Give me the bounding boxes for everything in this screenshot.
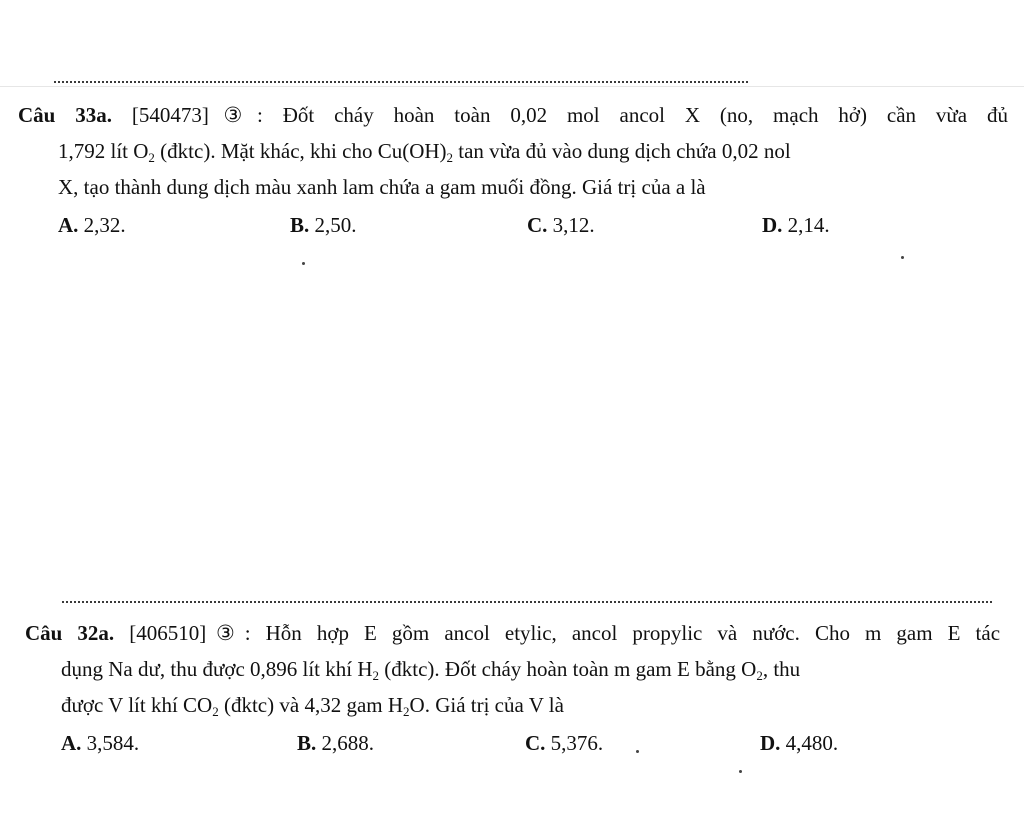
option-value: 2,688. xyxy=(316,731,375,755)
text-segment: O. Giá trị của V là xyxy=(409,693,564,717)
scan-speck xyxy=(901,256,904,259)
option-value: 2,50. xyxy=(309,213,357,237)
question-33a xyxy=(18,97,1008,243)
subscript: 2 xyxy=(446,150,454,165)
option-value: 5,376. xyxy=(545,731,604,755)
question-number: Câu 32a. xyxy=(25,621,115,645)
question-text-line-3: X, tạo thành dung dịch màu xanh lam chứa a gam muối đồng. Giá trị của a là xyxy=(58,175,706,199)
scan-speck xyxy=(302,262,305,265)
text-segment: được V lít khí CO xyxy=(61,693,213,717)
subscript: 2 xyxy=(372,668,380,683)
question-32a xyxy=(25,615,1000,761)
option-letter: A. xyxy=(58,213,79,237)
question-number: Câu 33a. xyxy=(18,103,112,127)
question-code: [540473]③: xyxy=(131,103,263,127)
option-d[interactable] xyxy=(760,725,838,761)
answer-options xyxy=(25,725,1000,761)
option-letter: C. xyxy=(527,213,548,237)
dotted-separator-middle xyxy=(62,601,992,603)
question-text-line-2 xyxy=(25,651,1000,687)
option-c[interactable] xyxy=(525,725,603,761)
option-a[interactable] xyxy=(58,207,126,243)
option-c[interactable] xyxy=(527,207,595,243)
question-text-line-3 xyxy=(25,687,1000,723)
subscript: 2 xyxy=(212,704,219,719)
option-letter: B. xyxy=(297,731,317,755)
question-first-line xyxy=(18,97,1008,133)
option-letter: B. xyxy=(290,213,310,237)
text-segment: (đktc). Đốt cháy hoàn toàn m gam E bằng O xyxy=(379,657,757,681)
text-segment: tan vừa đủ vào dung dịch chứa 0,02 nol xyxy=(453,139,791,163)
text-segment: , thu xyxy=(762,657,801,681)
option-d[interactable] xyxy=(762,207,830,243)
subscript: 2 xyxy=(403,704,410,719)
option-letter: D. xyxy=(762,213,783,237)
question-text-line-1: Đốt cháy hoàn toàn 0,02 mol ancol X (no, mạch hở) cần vừa đủ xyxy=(282,103,1009,127)
option-letter: C. xyxy=(525,731,546,755)
option-letter: A. xyxy=(61,731,82,755)
scan-speck xyxy=(636,750,639,753)
text-segment: dụng Na dư, thu được 0,896 lít khí H xyxy=(61,657,373,681)
option-value: 3,12. xyxy=(547,213,595,237)
text-segment: 1,792 lít O xyxy=(58,139,149,163)
option-value: 4,480. xyxy=(780,731,839,755)
option-b[interactable] xyxy=(297,725,374,761)
subscript: 2 xyxy=(756,668,763,683)
question-text-line-1: Hỗn hợp E gồm ancol etylic, ancol propylic và nước. Cho m gam E tác xyxy=(265,621,1001,645)
scan-speck xyxy=(739,770,742,773)
question-first-line xyxy=(25,615,1000,651)
option-letter: D. xyxy=(760,731,781,755)
text-segment: (đktc). Mặt khác, khi cho Cu(OH) xyxy=(154,139,447,163)
text-segment: (đktc) và 4,32 gam H xyxy=(218,693,404,717)
question-code: [406510]③: xyxy=(129,621,251,645)
option-value: 3,584. xyxy=(81,731,140,755)
answer-options xyxy=(18,207,1008,243)
subscript: 2 xyxy=(148,150,155,165)
top-divider xyxy=(0,86,1024,87)
dotted-separator-top xyxy=(54,81,748,83)
option-value: 2,14. xyxy=(782,213,830,237)
option-a[interactable] xyxy=(61,725,139,761)
option-value: 2,32. xyxy=(78,213,126,237)
option-b[interactable] xyxy=(290,207,357,243)
question-text-line-2 xyxy=(18,133,1008,169)
